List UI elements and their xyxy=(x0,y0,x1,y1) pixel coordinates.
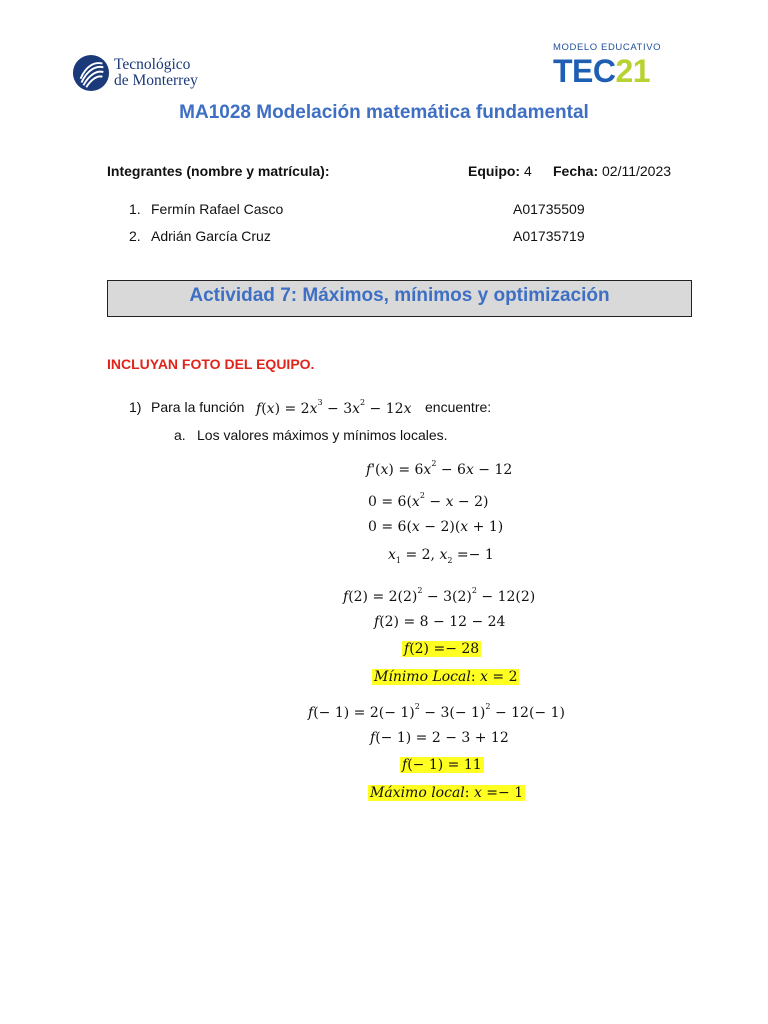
fecha-field xyxy=(553,163,671,179)
institution-line-2: de Monterrey xyxy=(114,72,198,89)
tec-emblem-icon xyxy=(72,54,110,92)
math-eval-neg1-simplified: f(− 1) = 2 − 3 + 12 xyxy=(370,730,509,746)
member-1-num: 1. xyxy=(129,201,141,217)
equipo-label: Equipo: xyxy=(468,163,521,179)
activity-title: Actividad 7: Máximos, mínimos y optimización xyxy=(107,280,692,317)
institution-name xyxy=(114,57,198,89)
tec21-caption: MODELO EDUCATIVO xyxy=(553,42,662,53)
course-title: MA1028 Modelación matemática fundamental xyxy=(179,102,589,123)
math-derivative: $f'(x) = 6x^2 - 6x - 12$ xyxy=(366,459,513,478)
member-1-name: Fermín Rafael Casco xyxy=(151,201,284,217)
institution-line-1: Tecnológico xyxy=(114,56,191,73)
problem-text-after: encuentre: xyxy=(425,399,492,415)
instruction-text: INCLUYAN FOTO DEL EQUIPO. xyxy=(107,356,315,372)
subproblem-letter: a. xyxy=(174,427,186,443)
problem-number: 1) xyxy=(129,399,142,415)
equipo-field xyxy=(468,163,532,179)
math-eval-neg1-result: f(− 1) = 11 xyxy=(402,757,482,773)
math-eval-2-result: f(2) =− 28 xyxy=(404,641,480,657)
fecha-label: Fecha: xyxy=(553,163,599,179)
tec21-number: 21 xyxy=(615,53,651,89)
tec-logo xyxy=(72,54,198,92)
math-minimo-local: Mínimo Local: x = 2 xyxy=(374,669,518,685)
member-2-id: A01735719 xyxy=(513,228,585,244)
member-1-id: A01735509 xyxy=(513,201,585,217)
member-2-num: 2. xyxy=(129,228,141,244)
math-eval-2: $f(2) = 2(2)^2 - 3(2)^2 - 12(2)$ xyxy=(343,586,536,605)
math-eval-2-simplified: f(2) = 8 − 12 − 24 xyxy=(374,614,506,630)
fecha-value: 02/11/2023 xyxy=(602,163,672,179)
math-maximo-local: Máximo local: x =− 1 xyxy=(370,785,524,801)
problem-text-before: Para la función xyxy=(151,399,245,415)
tec21-tec: TEC xyxy=(553,53,616,89)
tec21-logo xyxy=(553,42,665,87)
minimo-label: Mínimo Local xyxy=(374,669,471,685)
maximo-label: Máximo local xyxy=(370,785,465,801)
subproblem-text: Los valores máximos y mínimos locales. xyxy=(197,427,448,443)
math-factor-1: $0 = 6(x^2 - x - 2)$ xyxy=(368,491,489,510)
tec21-wordmark xyxy=(553,55,665,87)
problem-function: $f(x) = 2x^3 - 3x^2 - 12x$ xyxy=(256,398,412,417)
member-2-name: Adrián García Cruz xyxy=(151,228,271,244)
equipo-value: 4 xyxy=(524,163,532,179)
math-factor-2: 0 = 6(x − 2)(x + 1) xyxy=(368,519,504,535)
math-roots: $x_1 = 2$, $x_2 =- 1$ xyxy=(388,547,494,565)
math-eval-neg1: $f(- 1) = 2(- 1)^2 - 3(- 1)^2 - 12(- 1)$ xyxy=(308,702,565,721)
integrantes-label: Integrantes (nombre y matrícula): xyxy=(107,163,330,179)
